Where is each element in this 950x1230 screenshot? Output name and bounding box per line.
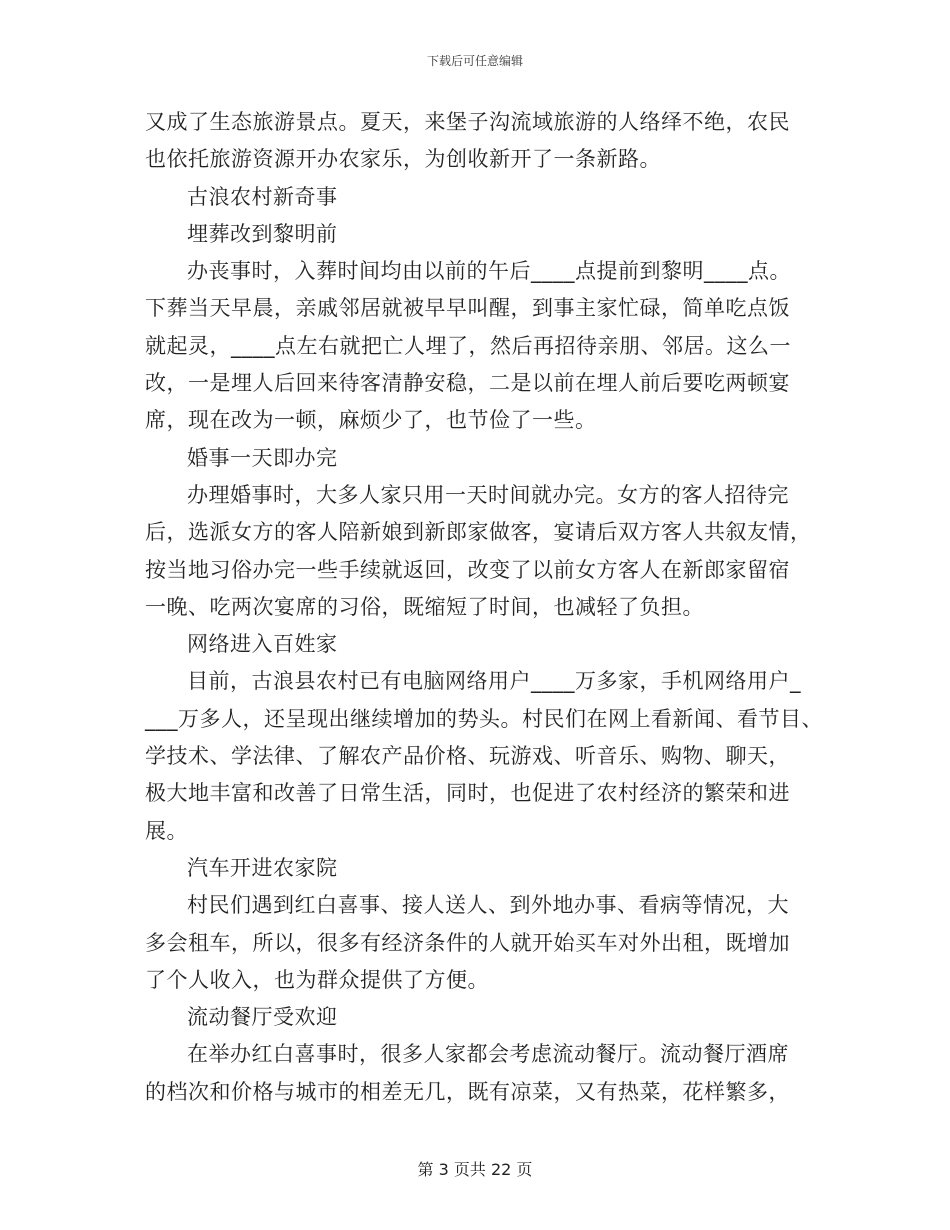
paragraph-line-indented: 汽车开进农家院 xyxy=(187,855,338,880)
paragraph-line: 又成了生态旅游景点。夏天，来堡子沟流域旅游的人络绎不绝，农民 xyxy=(145,110,790,134)
paragraph-line: 学技术、学法律、了解农产品价格、玩游戏、听音乐、购物、聊天， xyxy=(145,744,790,769)
paragraph-line-indented: 婚事一天即办完 xyxy=(187,445,338,470)
paragraph-line-indented: 办理婚事时，大多人家只用一天时间就办完。女方的客人招待完 xyxy=(187,482,789,507)
paragraph-line: 席，现在改为一顿，麻烦少了，也节俭了一些。 xyxy=(145,408,597,433)
paragraph-line: 就起灵，____点左右就把亡人埋了，然后再招待亲朋、邻居。这么一 xyxy=(145,333,791,358)
paragraph-line: 极大地丰富和改善了日常生活，同时，也促进了农村经济的繁荣和进 xyxy=(145,781,790,806)
paragraph-line-indented: 埋葬改到黎明前 xyxy=(187,221,338,246)
paragraph-line: 的档次和价格与城市的相差无几，既有凉菜，又有热菜，花样繁多， xyxy=(145,1079,790,1104)
paragraph-line: 改，一是埋人后回来待客清静安稳，二是以前在埋人前后要吃两顿宴 xyxy=(145,371,790,396)
paragraph-line-indented: 流动餐厅受欢迎 xyxy=(187,1005,338,1030)
paragraph-line-indented: 村民们遇到红白喜事、接人送人、到外地办事、看病等情况，大 xyxy=(187,893,789,918)
paragraph-line-indented: 古浪农村新奇事 xyxy=(187,184,338,209)
paragraph-line: 也依托旅游资源开办农家乐，为创收新开了一条新路。 xyxy=(145,147,661,172)
paragraph-line: 后，选派女方的客人陪新娘到新郎家做客，宴请后双方客人共叙友情， xyxy=(145,520,812,545)
paragraph-line: ___万多人，还呈现出继续增加的势头。村民们在网上看新闻、看节目、 xyxy=(145,706,823,731)
paragraph-line: 下葬当天早晨，亲戚邻居就被早早叫醒，到事主家忙碌，简单吃点饭 xyxy=(145,296,790,321)
paragraph-line-indented: 目前，古浪县农村已有电脑网络用户____万多家，手机网络用户_ xyxy=(187,669,801,694)
paragraph-line-indented: 办丧事时，入葬时间均由以前的午后____点提前到黎明____点。 xyxy=(187,259,791,284)
paragraph-line-indented: 在举办红白喜事时，很多人家都会考虑流动餐厅。流动餐厅酒席 xyxy=(187,1042,789,1067)
document-body xyxy=(145,104,823,1111)
paragraph-line: 了个人收入，也为群众提供了方便。 xyxy=(145,967,489,992)
paragraph-line-indented: 网络进入百姓家 xyxy=(187,632,338,657)
paragraph-line: 多会租车，所以，很多有经济条件的人就开始买车对外出租，既增加 xyxy=(145,930,790,955)
paragraph-line: 展。 xyxy=(145,818,188,843)
page-footer: 第 3 页共 22 页 xyxy=(417,1160,533,1179)
page-header: 下载后可任意编辑 xyxy=(426,54,523,68)
paragraph-line: 按当地习俗办完一些手续就返回，改变了以前女方客人在新郎家留宿 xyxy=(145,557,790,582)
paragraph-line: 一晚、吃两次宴席的习俗，既缩短了时间，也减轻了负担。 xyxy=(145,594,704,619)
